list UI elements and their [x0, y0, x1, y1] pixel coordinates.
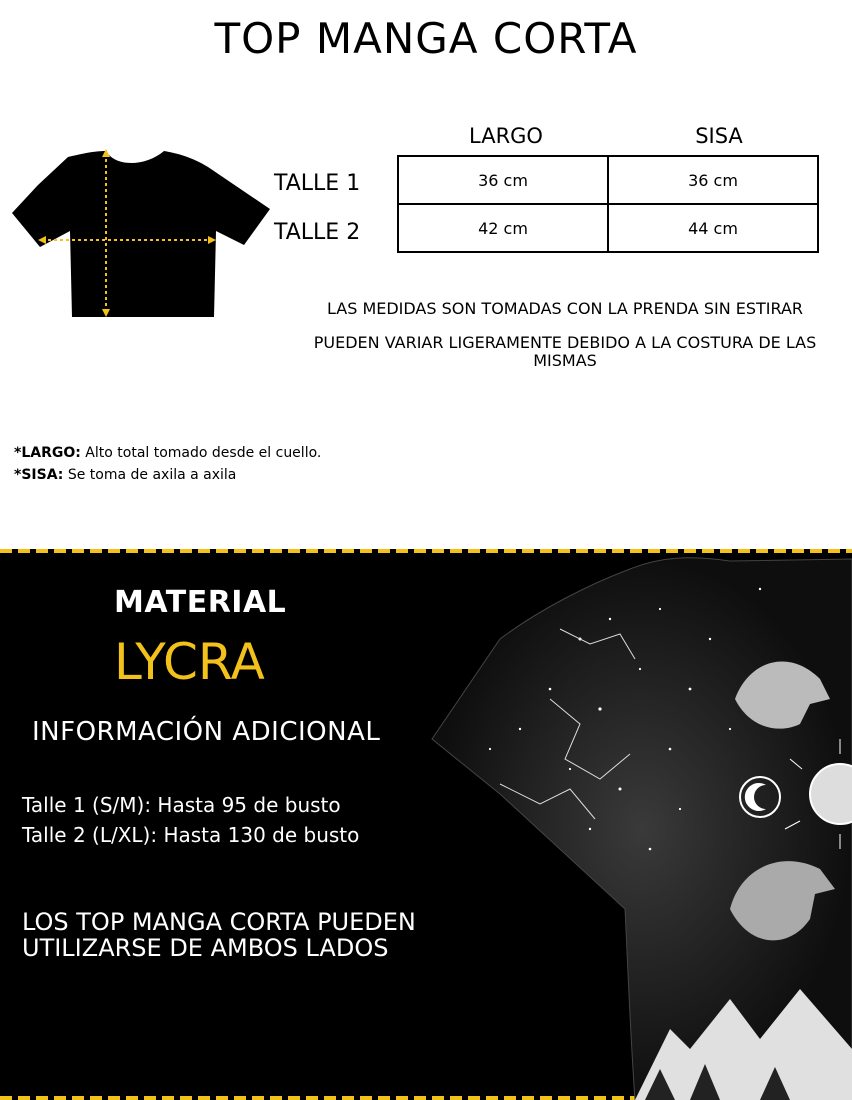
column-header-largo: LARGO [469, 124, 543, 148]
definition-sisa [14, 467, 236, 483]
measurement-note: LAS MEDIDAS SON TOMADAS CON LA PRENDA SIN ESTIRAR [326, 299, 804, 318]
cell-talle-2-sisa: 44 cm [608, 204, 818, 252]
definition-text: Alto total tomado desde el cuello. [80, 445, 322, 461]
printed-top-photo [430, 549, 852, 1100]
additional-info-heading: INFORMACIÓN ADICIONAL [32, 717, 381, 747]
material-value: LYCRA [114, 633, 265, 691]
column-header-sisa: SISA [695, 124, 743, 148]
definition-term: *LARGO: [14, 445, 81, 461]
size-info-talle-1: Talle 1 (S/M): Hasta 95 de busto [22, 793, 341, 817]
cell-talle-1-largo: 36 cm [398, 156, 608, 204]
row-header-talle-1: TALLE 1 [274, 171, 361, 196]
material-panel [0, 549, 852, 1100]
reversible-note: LOS TOP MANGA CORTA PUEDEN UTILIZARSE DE AMBOS LADOS [22, 908, 416, 962]
crop-top-diagram [10, 145, 272, 320]
table-row [398, 204, 818, 252]
row-header-talle-2: TALLE 2 [274, 220, 361, 245]
size-table [397, 155, 819, 253]
definition-text: Se toma de axila a axila [63, 467, 237, 483]
crop-top-silhouette [12, 151, 270, 317]
cell-talle-1-sisa: 36 cm [608, 156, 818, 204]
size-info-talle-2: Talle 2 (L/XL): Hasta 130 de busto [22, 823, 360, 847]
variation-note: PUEDEN VARIAR LIGERAMENTE DEBIDO A LA COSTURA DE LAS MISMAS [313, 333, 817, 370]
page-title: TOP MANGA CORTA [214, 14, 638, 63]
definition-term: *SISA: [14, 467, 64, 483]
table-row [398, 156, 818, 204]
material-label: MATERIAL [114, 585, 287, 620]
definition-largo [14, 445, 321, 461]
cell-talle-2-largo: 42 cm [398, 204, 608, 252]
